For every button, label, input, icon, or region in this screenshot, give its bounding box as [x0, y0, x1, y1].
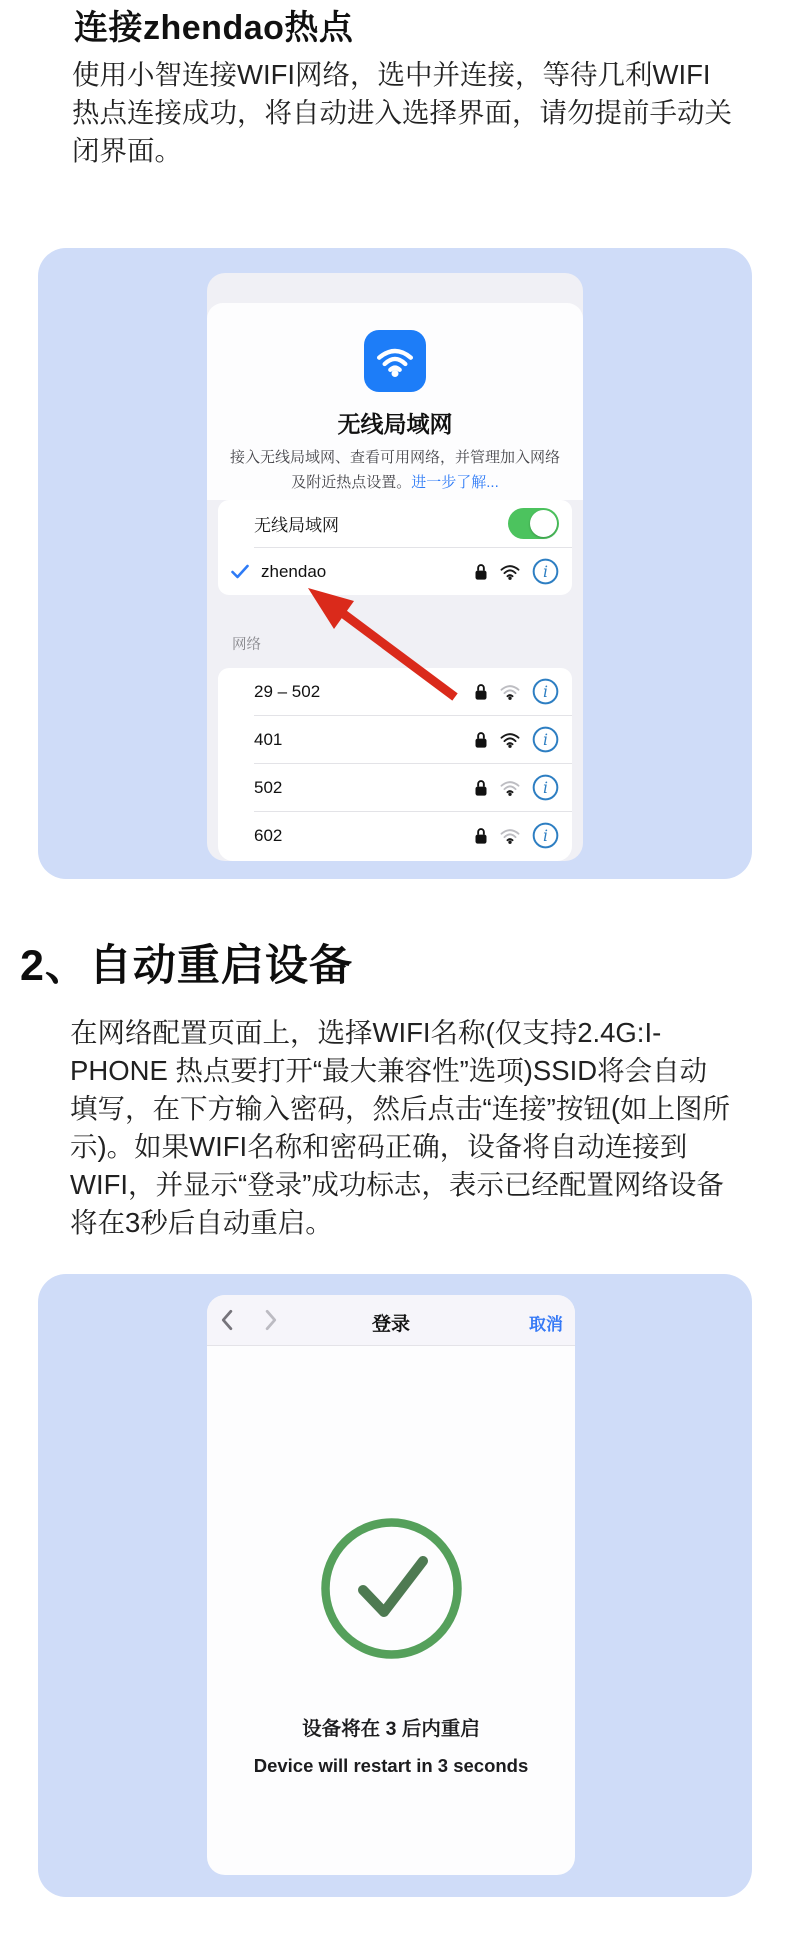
- toggle-knob: [530, 510, 557, 537]
- network-ssid: 29 – 502: [254, 681, 321, 701]
- wlan-description: [230, 445, 560, 495]
- svg-text:i: i: [543, 778, 548, 797]
- network-ssid: 602: [254, 825, 283, 845]
- restart-message-en: Device will restart in 3 seconds: [253, 1755, 529, 1776]
- figure-card-login-success: [38, 1274, 752, 1897]
- wifi-app-icon: [364, 330, 426, 392]
- info-icon[interactable]: [532, 822, 559, 849]
- lock-icon: [474, 827, 488, 845]
- learn-more-link[interactable]: 进一步了解...: [411, 474, 499, 491]
- svg-text:i: i: [543, 826, 548, 845]
- section1-heading: 连接zhendao热点: [74, 9, 354, 47]
- row-icons: [474, 812, 559, 859]
- login-success-screenshot: [207, 1295, 575, 1875]
- svg-text:i: i: [543, 682, 548, 701]
- figure-card-wifi-settings: [38, 248, 752, 879]
- wlan-toggle-card: [218, 500, 572, 595]
- cancel-button[interactable]: 取消: [529, 1315, 563, 1334]
- restart-message-zh: 设备将在 3 后内重启: [302, 1718, 480, 1740]
- wifi-signal-icon: [499, 779, 521, 796]
- networks-section-label: 网络: [232, 637, 261, 653]
- network-row[interactable]: [218, 812, 572, 859]
- wifi-icon: [375, 345, 415, 377]
- checkmark-icon: [231, 564, 249, 579]
- success-check-icon: [319, 1516, 464, 1661]
- section2-paragraph: 在网络配置页面上，选择WIFI名称(仅支持2.4G:I-PHONE 热点要打开“最大兼容性”选项)SSID将会自动填写，在下方输入密码，然后点击“连接”按钮(如上图所示)。如果WIFI名称和密码正确，设备将自动连接到WIFI，并显示“登录”成功标志，表示已经配置网络设备将在3秒后自动重启。: [70, 1017, 730, 1238]
- wlan-header-panel: [207, 303, 583, 500]
- network-ssid: 502: [254, 777, 283, 797]
- network-list-card: [218, 668, 572, 861]
- row-icons: [474, 764, 559, 811]
- section1-paragraph: 使用小智连接WIFI网络，选中并连接，等待几利WIFI热点连接成功，将自动进入选择界面，请勿提前手动关闭界面。: [72, 59, 732, 166]
- nav-title: 登录: [371, 1314, 410, 1335]
- row-icons: [474, 668, 559, 715]
- info-icon[interactable]: [532, 558, 559, 585]
- wlan-toggle-label: 无线局域网: [254, 516, 339, 535]
- wifi-signal-icon: [499, 731, 521, 748]
- wlan-description-text: 接入无线局域网、查看可用网络，并管理加入网络及附近热点设置。: [230, 449, 561, 491]
- lock-icon: [474, 683, 488, 701]
- svg-text:i: i: [543, 730, 548, 749]
- row-icons: [474, 716, 559, 763]
- info-icon[interactable]: [532, 678, 559, 705]
- wifi-signal-icon: [499, 563, 521, 580]
- lock-icon: [474, 779, 488, 797]
- lock-icon: [474, 731, 488, 749]
- wifi-signal-icon: [499, 827, 521, 844]
- wlan-toggle-row: [218, 500, 572, 547]
- connected-ssid: zhendao: [261, 561, 327, 581]
- network-row[interactable]: [218, 764, 572, 811]
- navbar: [207, 1295, 575, 1346]
- svg-text:i: i: [543, 562, 548, 581]
- section2-heading: 2、自动重启设备: [20, 942, 353, 990]
- row-icons: [474, 548, 559, 595]
- network-row[interactable]: [218, 668, 572, 715]
- network-ssid: 401: [254, 729, 283, 749]
- wlan-title: 无线局域网: [337, 411, 453, 437]
- info-icon[interactable]: [532, 726, 559, 753]
- wifi-signal-icon: [499, 683, 521, 700]
- network-row[interactable]: [218, 716, 572, 763]
- info-icon[interactable]: [532, 774, 559, 801]
- ios-wlan-settings-screenshot: [207, 273, 583, 861]
- wlan-toggle[interactable]: [508, 508, 559, 539]
- connected-network-row[interactable]: [218, 548, 572, 595]
- lock-icon: [474, 563, 488, 581]
